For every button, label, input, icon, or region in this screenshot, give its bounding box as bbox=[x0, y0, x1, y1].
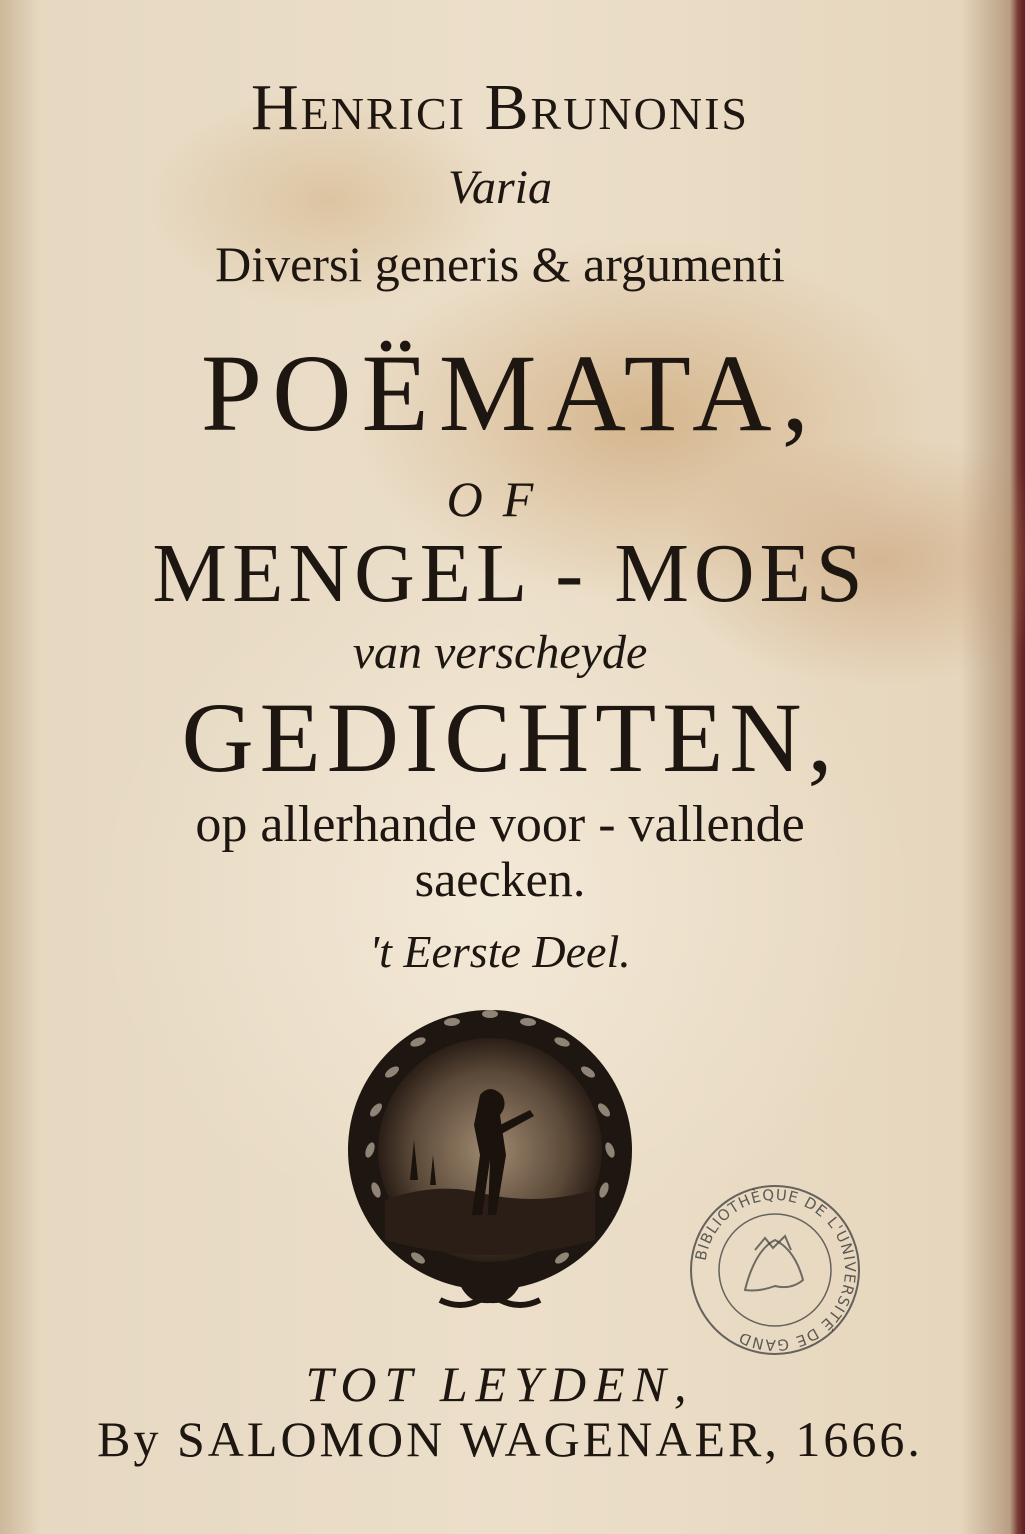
author-name: Henrici Brunonis bbox=[251, 71, 749, 144]
gedichten-title: GEDICHTEN, bbox=[181, 682, 839, 793]
dutch-subtitle-line-1: op allerhande voor - vallende bbox=[195, 796, 805, 853]
printer-emblem bbox=[340, 1000, 640, 1320]
volume-label: 't Eerste Deel. bbox=[369, 926, 631, 977]
dutch-subtitle-line-2: saecken. bbox=[414, 851, 586, 907]
svg-text:BIBLIOTHÈQUE DE L'UNIVERSITÉ D bbox=[692, 1186, 860, 1354]
dutch-title: MENGEL - MOES bbox=[152, 527, 868, 620]
latin-subtitle: Diversi generis & argumenti bbox=[215, 236, 785, 292]
imprint-place: TOT LEYDEN, bbox=[305, 1356, 695, 1412]
van-line: van verscheyde bbox=[352, 626, 648, 679]
library-stamp bbox=[685, 1180, 865, 1360]
stamp-text: BIBLIOTHÈQUE DE L'UNIVERSITÉ DE GAND bbox=[691, 1185, 860, 1355]
main-title: POËMATA, bbox=[200, 332, 820, 454]
imprint-printer: By SALOMON WAGENAER, 1666. bbox=[97, 1411, 923, 1467]
varia-line: Varia bbox=[447, 161, 552, 214]
of-line: OF bbox=[446, 471, 554, 527]
